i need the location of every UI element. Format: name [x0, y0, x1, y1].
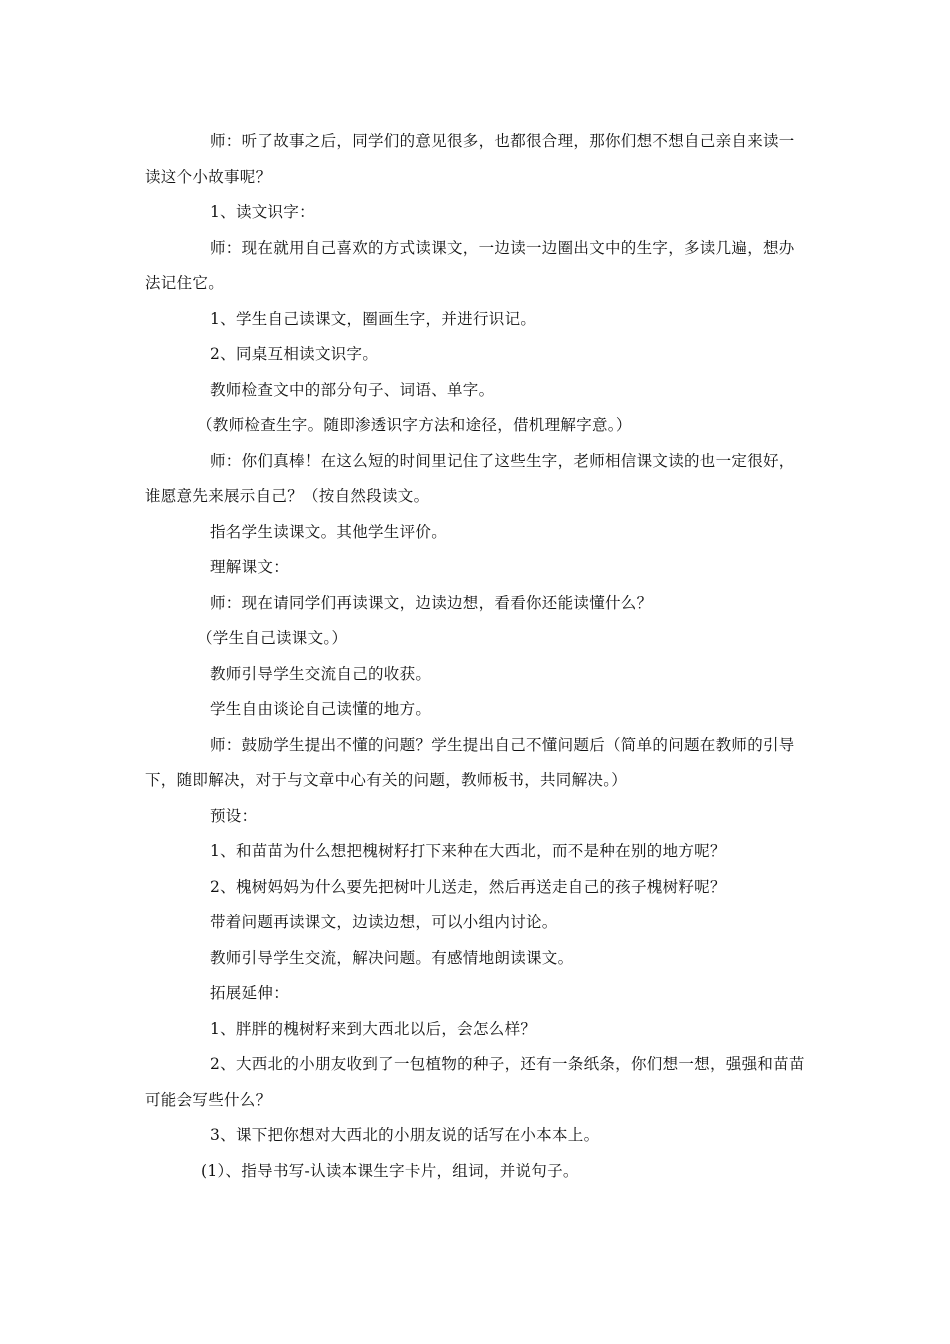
paragraph: 3、课下把你想对大西北的小朋友说的话写在小本本上。 [210, 1126, 600, 1144]
paragraph: 师：现在请同学们再读课文，边读边想，看看你还能读懂什么？ [210, 593, 653, 612]
paragraph: （教师检查生字。随即渗透识字方法和途径，借机理解字意。） [197, 416, 632, 434]
paragraph: 指名学生读课文。其他学生评价。 [210, 522, 448, 541]
paragraph: 预设： [210, 806, 258, 825]
paragraph: 1、学生自己读课文，圈画生字，并进行识记。 [210, 309, 537, 328]
paragraph: 1、读文识字： [210, 203, 315, 221]
paragraph: （学生自己读课文。） [197, 629, 348, 647]
paragraph: 教师引导学生交流自己的收获。 [210, 664, 432, 683]
document-body [145, 124, 810, 1189]
paragraph: 师：听了故事之后，同学们的意见很多，也都很合理，那你们想不想自己亲自来读一读这个小故事呢？ [145, 132, 795, 186]
paragraph: 教师引导学生交流，解决问题。有感情地朗读课文。 [210, 948, 574, 967]
paragraph: 2、槐树妈妈为什么要先把树叶儿送走，然后再送走自己的孩子槐树籽呢？ [210, 877, 726, 896]
paragraph: 学生自由谈论自己读懂的地方。 [210, 700, 432, 718]
paragraph: 教师检查文中的部分句子、词语、单字。 [210, 380, 495, 399]
paragraph: 1、和苗苗为什么想把槐树籽打下来种在大西北，而不是种在别的地方呢？ [210, 842, 726, 860]
paragraph: 理解课文： [210, 558, 290, 576]
paragraph: 2、同桌互相读文识字。 [210, 345, 379, 363]
paragraph: 师：你们真棒！在这么短的时间里记住了这些生字，老师相信课文读的也一定很好，谁愿意先来展示自己？（按自然段读文。 [145, 451, 795, 505]
paragraph: 师：鼓励学生提出不懂的问题？学生提出自己不懂问题后（简单的问题在教师的引导下，随即解决，对于与文章中心有关的问题，教师板书，共同解决。） [145, 735, 795, 789]
paragraph: (1）、指导书写-认读本课生字卡片，组词，并说句子。 [201, 1161, 579, 1180]
paragraph: 1、胖胖的槐树籽来到大西北以后，会怎么样？ [210, 1019, 537, 1038]
paragraph: 2、大西北的小朋友收到了一包植物的种子，还有一条纸条，你们想一想，强强和苗苗可能会写些什么？ [145, 1055, 805, 1109]
paragraph: 拓展延伸： [210, 984, 290, 1002]
paragraph: 师：现在就用自己喜欢的方式读课文，一边读一边圈出文中的生字，多读几遍，想办法记住它。 [145, 238, 795, 292]
paragraph: 带着问题再读课文，边读边想，可以小组内讨论。 [210, 913, 558, 931]
